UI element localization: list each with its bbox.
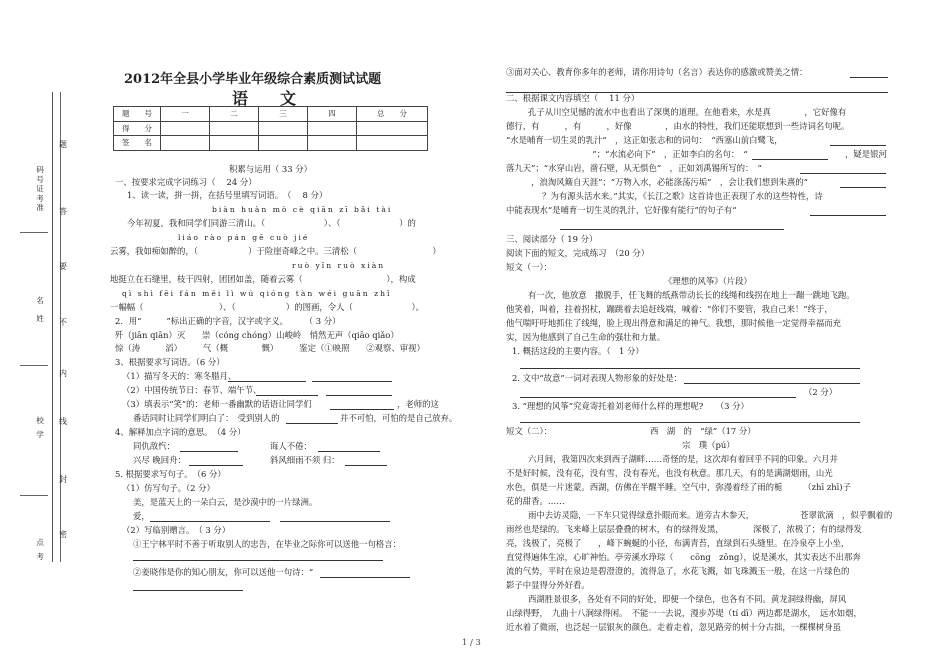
table-cell: 得 分 [114, 121, 161, 136]
question-heading: 3、根据要求写词语。（6 分） [115, 357, 225, 367]
answer-blank[interactable] [286, 415, 338, 424]
essay-title: 《理想的风筝》（片段） [664, 276, 752, 286]
question-text: 一幅幅（ ）、（ ）的图画，令人（ ）。 [110, 302, 425, 312]
question-text: （2 分） [804, 387, 838, 397]
question-text: ，老师的这 [397, 399, 439, 409]
answer-blank[interactable] [228, 373, 306, 382]
answer-blank[interactable] [256, 387, 318, 396]
answer-blank[interactable] [133, 582, 243, 591]
question-heading: 4、解释加点字词的意思。 （4 分） [115, 427, 246, 437]
score-input-cell[interactable] [308, 121, 357, 136]
paragraph-line: 影子中显得分外好看。 [506, 580, 590, 590]
school-label: 校 学 [36, 416, 44, 439]
paragraph-line: ？为有源头活水来。”其实，《长江之歌》这首诗也正表现了水的这些特性，诗 [506, 191, 823, 201]
question-text: 今年初夏，我和同学们同游三清山。（ ）、（ ）的 [127, 218, 416, 228]
paragraph-line: “水是哺育一切生灵的乳汁” ，这正如张志和的词句： “西塞山前白鹭飞， [506, 135, 783, 145]
paragraph-line: 山绿得野， 九曲十八涧绿得闲。 不能一一去说，漫步苏堤（tí dī）两边都是湖水， 远水如烟， [506, 608, 862, 618]
subject-title: 语 文 [232, 89, 305, 108]
question-text: ①王宁林平时不善于听取别人的忠告，在毕业之际你可以送他一句格言： [133, 539, 401, 549]
seal-char: 内 [59, 369, 67, 378]
paragraph-line: 近水着了微雨，也泛起一层银灰的颜色。走着走着，忽见路旁的树十分古拙，一棵棵树身虽 [506, 622, 841, 632]
answer-blank[interactable] [320, 569, 410, 578]
section-heading: 三、阅读部分（ 19 分） [506, 234, 598, 244]
question-text: 2. 文中“故意”一词对表现人物形象的好处是： [512, 373, 682, 383]
signature-cell[interactable] [259, 136, 308, 151]
question-heading: 2．用“ ”标出正确的字音，汉字或字义。 （ 3 分） [115, 316, 341, 326]
section-heading: 积累与运用（ 33 分） [229, 164, 312, 174]
essay-label: 短文（二）： [506, 426, 553, 436]
margin-blank [20, 232, 48, 233]
margin-blank [20, 365, 48, 366]
answer-blank[interactable] [560, 221, 784, 230]
seal-char: 线 [59, 417, 67, 426]
signature-cell[interactable] [308, 136, 357, 151]
paragraph-line: ，疑是银河 [845, 149, 887, 159]
paragraph-line: ”；“水流必向下” ，正如李白的名句： “ [506, 149, 748, 159]
essay-author: 宗 璞（pú） [682, 440, 735, 450]
table-cell: 总 分 [357, 107, 428, 122]
question-text: （2）中国传统节日：春节、端午节、 [122, 385, 262, 395]
score-table [113, 106, 428, 151]
question-text: 同仇敌忾： [133, 441, 175, 451]
answer-blank[interactable] [506, 84, 888, 93]
name-label: 名 姓 [36, 296, 44, 323]
paragraph-line: 水色，俱是一片迷蒙。西湖，仿佛在半醒半睡。空气中，弥漫着经了雨的栀 （zhī zhī)子 [506, 482, 851, 492]
answer-blank[interactable] [520, 360, 860, 369]
paragraph-line: 实，因为他感到了自己生命的强壮和力量。 [506, 332, 666, 342]
answer-blank[interactable] [830, 137, 886, 146]
answer-blank[interactable] [133, 552, 383, 561]
question-text: 兴尽 晚回舟： [133, 455, 186, 465]
question-text: （1）描写冬天的：寒冬腊月、 [122, 371, 237, 381]
answer-blank[interactable] [850, 69, 888, 78]
seal-char: 题 [59, 140, 67, 149]
table-cell: 题 号 [114, 107, 161, 122]
binding-inner-line [60, 92, 61, 562]
signature-cell[interactable] [210, 136, 259, 151]
answer-blank[interactable] [752, 151, 828, 160]
pinyin-line: qì shì fēi fán měi lì wú qióng tàn wéi guān zhǐ [122, 289, 392, 298]
question-heading: 一、按要求完成字词练习（ 24 分） [115, 177, 257, 187]
question-text: 地挺立在石缝里，枝干四射，团团如盖，随着云雾（ ），构成 [110, 274, 416, 284]
answer-blank[interactable] [150, 513, 270, 522]
score-input-cell[interactable] [161, 121, 210, 136]
question-text: 惊（涛 滔） 气（概 慨） 鉴定（①映照 ②观察、审视） [115, 343, 425, 353]
answer-blank[interactable] [189, 457, 243, 466]
question-text: 云雾，我如痴如醉的，（ ）于险崖奇峰之中。三清松（ ） [110, 246, 441, 256]
table-cell: 一 [161, 107, 210, 122]
table-cell: 三 [259, 107, 308, 122]
essay-title: 西 湖 的 “绿”（17 分） [650, 426, 756, 436]
score-input-cell[interactable] [210, 121, 259, 136]
question-text: 1. 概括这段的主要内容。（ 1 分） [512, 346, 644, 356]
question-text: 诲人不倦： [270, 441, 312, 451]
page-number: 1 / 3 [462, 637, 481, 647]
paragraph-line: 落九天”；“水穿山岩，凿石壁，从无惧色” ，正如刘禹锡所写的： “ [506, 163, 762, 173]
score-input-cell[interactable] [259, 121, 308, 136]
signature-cell[interactable] [357, 136, 428, 151]
question-text: （2）写临别赠言。 （ 3 分） [122, 525, 231, 535]
answer-blank[interactable] [800, 165, 886, 174]
section-heading: 二、根据课文内容填空（ 11 分） [506, 93, 640, 103]
paragraph-line: 六月间，我第四次来到西子湖畔……奇怪的是，这次却有着回乎不同的印象。六月并 [528, 454, 838, 464]
question-text: （1）仿写句子。（2 分） [122, 483, 215, 493]
answer-blank[interactable] [180, 443, 238, 452]
answer-blank[interactable] [326, 387, 392, 396]
paragraph-line: 亮，浅极了，亮极了 ，峰下蜿蜒的小径，布满青苔，直绿到石头缝里。在冷泉亭上小坐， [506, 538, 850, 548]
question-text: 1、读一读，拼一拼，在括号里填写词语。 （ 8 分） [127, 190, 328, 200]
answer-blank[interactable] [280, 513, 390, 522]
seal-char: 答 [59, 207, 67, 216]
paragraph-line: 德行，有 ，有 ，好像 ，由水的特性，我们还能联想到一些诗词名句呢。 [506, 121, 850, 131]
answer-blank[interactable] [684, 375, 860, 384]
essay-label: 短文（一）： [506, 262, 553, 272]
seal-char: 不 [59, 318, 67, 327]
paragraph-line: 雨丝也是绿的。飞来峰上层层叠叠的树木，有的绿得发黑， 深极了，浓极了；有的绿得发 [506, 524, 862, 534]
paragraph-line: 孔子从川空见憾的流水中也看出了深奥的道理。在他看来，水是真 ，它好像有 [528, 107, 847, 117]
question-text: 并不可怕，可怕的是自己放弃。 [340, 413, 458, 423]
paragraph-line: 不是好时候，没有花，没有雪，没有春光，也没有秋意。那几天，有的是满湖烟雨，山光 [506, 468, 833, 478]
paragraph-line: ，浪淘风簸自天涯”；“万物入水，必能涤荡污垢” ，会让我们想到朱熹的“ [506, 177, 808, 187]
paragraph-line: 流的气势，平时在泉边是碧澄澄的，流得急了，水花飞溅，如飞珠溅玉一般，在这一片绿色的 [506, 566, 850, 576]
paragraph-line: 雨中去访灵隐，一下车只觉得绿意扑眼而来。道旁古木参天， 苍翠欲滴 ，似乎飘着的 [528, 510, 893, 520]
paragraph-line: 他气喘吁吁地抓住了线绳，脸上现出得意和满足的神气。我想，那时候他一定觉得幸福而充 [506, 318, 841, 328]
answer-blank[interactable] [312, 373, 392, 382]
question-text: 歼（jiān qiān）灭 崇（cóng chóng）山峻岭 悄然无声（qiāo qiǎo） [115, 330, 399, 340]
answer-blank[interactable] [520, 414, 860, 423]
margin-blank [20, 495, 48, 496]
answer-blank[interactable] [318, 443, 380, 452]
answer-blank[interactable] [345, 457, 387, 466]
seal-char: 密 [59, 530, 67, 539]
exam-site-label: 点 考 [36, 538, 44, 561]
question-text: 3. “理想的风筝”究竟寄托着刘老师什么样的理想呢? （3 分） [512, 401, 749, 411]
paragraph-line: 阅读下面的短文，完成练习 （20 分） [506, 248, 650, 258]
question-text: ②姜晓伟是你的知心朋友，你可以送他一句诗：“ [133, 567, 314, 577]
answer-blank[interactable] [810, 207, 886, 216]
pinyin-line: ruò yǐn ruò xiàn [292, 261, 386, 270]
question-text: 番话同时让同学们明白了： 受到别人的 [133, 413, 280, 423]
answer-blank[interactable] [330, 401, 394, 410]
table-cell: 四 [308, 107, 357, 122]
table-cell: 二 [210, 107, 259, 122]
paragraph-line: 他笑着，叫着，拄着拐杖，蹦跳着去追赶线端，喊着：“你们不要管，我自己来！”终于， [506, 304, 833, 314]
question-heading: 5. 根据要求写句子。 （6 分） [115, 469, 226, 479]
score-input-cell[interactable] [357, 121, 428, 136]
paragraph-line: 中能表现水“是哺育一切生灵的乳汁，它好像有能行”的句子有“ [506, 205, 737, 215]
question-text: 斜风细雨不须 归： [270, 455, 340, 465]
paragraph-line: 直觉得遍体生凉，心旷神怡。亭旁溪水琤琮（ cōng zōng），说是溪水，其实表达不出那奔 [506, 552, 861, 562]
exam-number-label: 码 号 证 考 准 [36, 165, 44, 212]
answer-blank[interactable] [520, 389, 796, 398]
binding-line [52, 92, 53, 562]
pinyin-line: liáo rào pán gē cuò jié [178, 233, 310, 242]
question-text: （3）填表示“笑”的：老师一番幽默的话语让同学们 [122, 399, 312, 409]
question-text: 爱， [133, 511, 150, 521]
paragraph-line: 西湖胜景很多，各处有不同的好处，即便一个绿色，也各有不同。黄龙洞绿得幽，屏风 [528, 594, 847, 604]
seal-char: 封 [59, 475, 67, 484]
answer-blank[interactable] [840, 179, 886, 188]
seal-char: 要 [59, 262, 67, 271]
pinyin-line: biàn huàn mò cè qiān zī bǎi tài [212, 205, 393, 214]
question-text: 美，是蓝天上的一朵白云，是沙漠中的一片绿洲。 [133, 497, 318, 507]
page-title: 2012年全县小学毕业年级综合素质测试试题 [124, 72, 382, 87]
table-cell: 签 名 [114, 136, 161, 151]
question-text: ③面对关心、教育你多年的老师，请你用诗句（名言）表达你的感激或赞美之情： [506, 67, 808, 77]
paragraph-line: 有一次，他放意 撒脱手，任飞舞的纸燕带动长长的线绳和线拐在地上一蹦一跳地飞跑。 [528, 290, 855, 300]
signature-cell[interactable] [161, 136, 210, 151]
paragraph-line: 花的甜香。…… [506, 496, 565, 506]
